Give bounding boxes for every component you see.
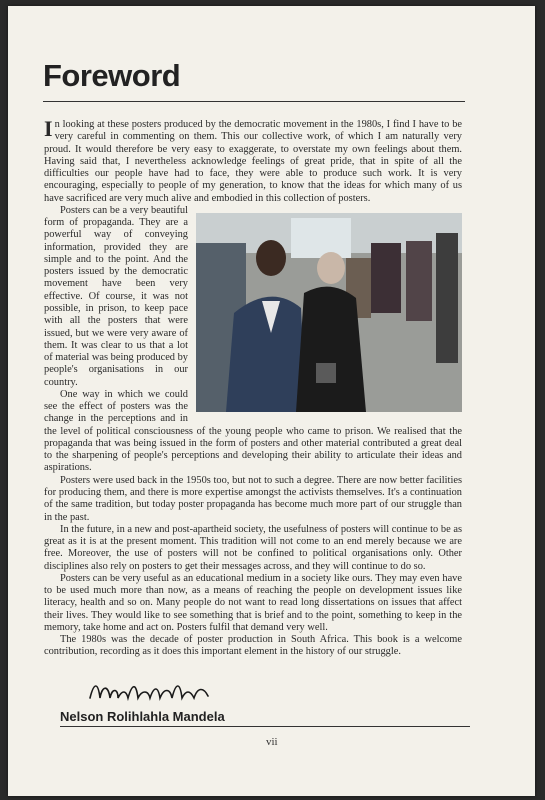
foreword-body: [44, 116, 462, 659]
paragraph-1-text: n looking at these posters produced by the democratic movement in the 1980s, I find I have to be very careful in commenting on them. This our collective work, of which I am naturally very proud. It would therefore be very easy to exaggerate, to overstate my own feelings about them. Having said that, I nevertheless acknowledge feelings of great pride, that in spite of all the difficulties our people have had to face, they were able to produce such work. It is very encouraging, especially to people of my generation, to know that the ideas for which many of us have sacrificed are very much alive and embodied in this collection of posters.: [44, 119, 462, 204]
paragraph-4: Posters were used back in the 1950s too, but not to such a degree. There are now better facilities for producing them, and there is more expertise amongst the activists themselves. It's a continuation of the same tradition, but today poster propaganda has become much more part of our struggle than in the past.: [44, 474, 462, 523]
paragraph-2: Posters can be a very beautiful form of propaganda. They are a powerful way of conveying information, provided they are simple and to the point. And the posters issued by the democratic movement have been very effective. Of course, it was not possible, in prison, to keep pace with all the posters that were issued, but we were very aware of them. It was clear to us that a lot of material was being produced by people's organisations in our country.: [44, 204, 188, 388]
exhibition-photo-image: [196, 213, 462, 412]
title-rule: [43, 101, 465, 102]
mandela-signature: [88, 676, 228, 706]
book-page: [8, 6, 535, 796]
photo-mandela-at-exhibition: [196, 213, 462, 412]
page-title: Foreword: [43, 58, 181, 93]
paragraph-1: [44, 116, 462, 205]
drop-cap: I: [44, 116, 53, 141]
paragraph-7: The 1980s was the decade of poster production in South Africa. This book is a welcome contribution, recording as it does this important element in the history of our struggle.: [44, 634, 462, 658]
page-number: vii: [266, 736, 278, 748]
paragraph-5: In the future, in a new and post-apartheid society, the usefulness of posters will continue to be as great as it is at the present moment. This tradition will not come to an end merely because we are free. Moreover, the use of posters will not be confined to political organisations only. Other disciplines also rely on posters to get their messages across, and they will continue to do so.: [44, 523, 462, 572]
footer-rule: [60, 726, 470, 727]
paragraph-3: One way in which we could see the effect of posters was the change in the perceptions and in the level of political consciousness of the young people who came to prison. We realised that the propaganda that was being issued in the form of posters and other material contributed a great deal to the sharpening of people's perceptions and developing their ability to articulate their ideas and aspirations.: [44, 388, 462, 474]
paragraph-6: Posters can be very useful as an educational medium in a society like ours. They may even have to be used much more than now, as a means of reaching the people on development issues like literacy, health and so on. Many people do not want to read long dissertations on issues that affect their lives. They would like to see something that is brief and to the point, something to keep in the memory, take home and act on. Posters fulfil that demand very well.: [44, 572, 462, 633]
author-name: Nelson Rolihlahla Mandela: [60, 709, 225, 724]
